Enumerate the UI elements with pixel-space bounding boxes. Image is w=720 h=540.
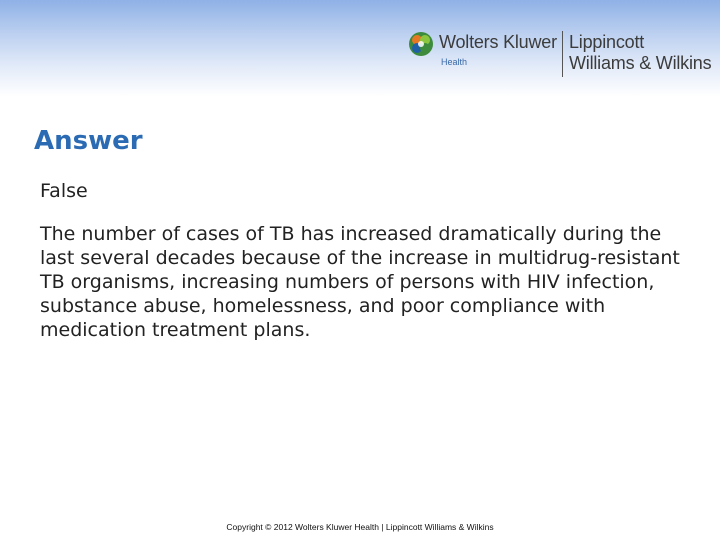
- publisher-logo: [405, 28, 720, 80]
- answer-value: False: [40, 180, 88, 202]
- header-band: [0, 0, 720, 97]
- logo-imprint-line1: Lippincott: [569, 32, 645, 52]
- answer-explanation: The number of cases of TB has increased dramatically during the last several decades because of the increase in multidrug-resistant TB organisms, increasing numbers of persons with HIV infection, substance abuse, homelessness, and poor compliance with medication treatment plans.: [40, 223, 680, 341]
- slide-title: Answer: [34, 126, 143, 156]
- logo-imprint-line2: Williams & Wilkins: [569, 53, 712, 73]
- copyright-footer: Copyright © 2012 Wolters Kluwer Health | Lippincott Williams & Wilkins: [226, 522, 494, 532]
- wolters-kluwer-logo-mark-icon: [408, 31, 434, 57]
- logo-divider: [562, 31, 563, 77]
- logo-company-name: Wolters Kluwer: [439, 32, 557, 52]
- logo-division: Health: [441, 57, 468, 67]
